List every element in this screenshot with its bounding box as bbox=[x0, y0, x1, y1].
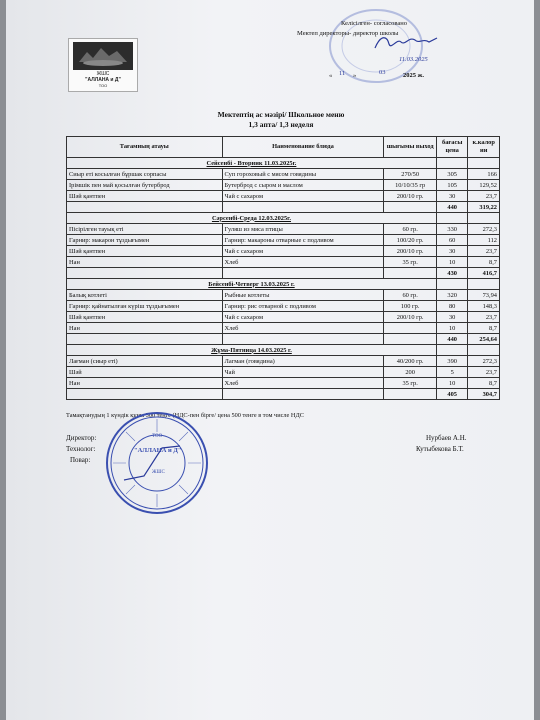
day-header-row bbox=[67, 345, 500, 356]
empty-cell bbox=[468, 213, 500, 224]
approval-date-day: 11 bbox=[339, 70, 346, 77]
dish-kcal: 166 bbox=[468, 169, 500, 180]
table-row bbox=[67, 246, 500, 257]
empty-cell bbox=[468, 279, 500, 290]
total-row bbox=[67, 334, 500, 345]
dish-name-kz: Нан bbox=[67, 257, 223, 268]
dish-output: 35 гр. bbox=[384, 257, 437, 268]
total-kcal: 319,22 bbox=[468, 202, 500, 213]
dish-output: 200/10 гр. bbox=[384, 312, 437, 323]
dish-name-ru: Чай с сахаром bbox=[222, 246, 384, 257]
total-price: 440 bbox=[436, 202, 468, 213]
dish-output: 200/10 гр. bbox=[384, 191, 437, 202]
table-row bbox=[67, 180, 500, 191]
empty-cell bbox=[67, 202, 223, 213]
dish-name-ru: Гарнир: макароны отварные с подливом bbox=[222, 235, 384, 246]
dish-name-kz: Нан bbox=[67, 323, 223, 334]
total-kcal: 416,7 bbox=[468, 268, 500, 279]
total-row bbox=[67, 268, 500, 279]
total-kcal: 254,64 bbox=[468, 334, 500, 345]
empty-cell bbox=[436, 158, 468, 169]
dish-name-ru: Гарнир: рис отварной с подливом bbox=[222, 301, 384, 312]
dish-output: 35 гр. bbox=[384, 378, 437, 389]
total-row bbox=[67, 202, 500, 213]
dish-price: 10 bbox=[436, 378, 468, 389]
dish-price: 105 bbox=[436, 180, 468, 191]
approval-date-open: « bbox=[329, 72, 333, 79]
dish-output: 200 bbox=[384, 367, 437, 378]
dish-name-kz: Шәй қантпен bbox=[67, 246, 223, 257]
empty-cell bbox=[222, 334, 384, 345]
header-price: бағасы цена bbox=[436, 137, 468, 158]
header-kz-name: Тағамның атауы bbox=[67, 137, 223, 158]
empty-cell bbox=[67, 268, 223, 279]
dish-kcal: 129,52 bbox=[468, 180, 500, 191]
dish-kcal: 8,7 bbox=[468, 378, 500, 389]
dish-price: 320 bbox=[436, 290, 468, 301]
header-ru-name: Наименование блюда bbox=[222, 137, 384, 158]
stamp-center-text: "АЛЛАНА и Д" bbox=[134, 447, 182, 454]
empty-cell bbox=[67, 334, 223, 345]
header-kcal: к.калор ии bbox=[468, 137, 500, 158]
dish-name-kz: Ірімшік пен май қосылған бутерброд bbox=[67, 180, 223, 191]
dish-output: 100/20 гр. bbox=[384, 235, 437, 246]
dish-name-kz: Гарнир: қайнатылған күріш тұздығымен bbox=[67, 301, 223, 312]
dish-name-ru: Чай с сахаром bbox=[222, 312, 384, 323]
table-row bbox=[67, 356, 500, 367]
page-title bbox=[166, 110, 396, 130]
menu-document bbox=[6, 0, 534, 720]
cook-label: Повар: bbox=[70, 456, 91, 464]
dish-output: 200/10 гр. bbox=[384, 246, 437, 257]
title-line-2: 1,3 апта/ 1,3 неделя bbox=[248, 120, 314, 129]
approval-date-year: 2025 ж. bbox=[403, 72, 424, 79]
empty-cell bbox=[384, 389, 437, 400]
total-row bbox=[67, 389, 500, 400]
table-row bbox=[67, 312, 500, 323]
dish-kcal: 148,3 bbox=[468, 301, 500, 312]
menu-table bbox=[66, 136, 500, 400]
table-row bbox=[67, 378, 500, 389]
approval-line-2: Мектеп директоры- директор школы bbox=[297, 30, 399, 37]
menu-body bbox=[67, 158, 500, 400]
title-line-1: Мектептің ас мәзірі/ Школьное меню bbox=[217, 110, 345, 119]
director-label: Директор: bbox=[66, 434, 97, 442]
dish-kcal: 272,3 bbox=[468, 356, 500, 367]
dish-name-ru: Лагман (говядина) bbox=[222, 356, 384, 367]
technologist-name: Кутыбекова Б.Т. bbox=[416, 445, 464, 453]
dish-output bbox=[384, 323, 437, 334]
dish-name-kz: Шәй bbox=[67, 367, 223, 378]
dish-price: 80 bbox=[436, 301, 468, 312]
dish-kcal: 23,7 bbox=[468, 191, 500, 202]
dish-name-kz: Пісірілген тауық еті bbox=[67, 224, 223, 235]
logo-line-3: ТОО bbox=[98, 83, 108, 88]
dish-kcal: 272,3 bbox=[468, 224, 500, 235]
day-label: Сейсенбі - Вторник 11.03.2025г. bbox=[67, 158, 437, 169]
dish-name-kz: Гарнир: макарон тұздығымен bbox=[67, 235, 223, 246]
table-row bbox=[67, 235, 500, 246]
dish-name-kz: Нан bbox=[67, 378, 223, 389]
table-row bbox=[67, 169, 500, 180]
dish-price: 30 bbox=[436, 246, 468, 257]
empty-cell bbox=[222, 202, 384, 213]
day-header-row bbox=[67, 279, 500, 290]
dish-output: 270/50 bbox=[384, 169, 437, 180]
dish-name-ru: Гуляш из мяса птицы bbox=[222, 224, 384, 235]
handwritten-date: 11.03.2025 bbox=[399, 56, 428, 63]
dish-kcal: 23,7 bbox=[468, 367, 500, 378]
dish-name-kz: Лағман (сиыр еті) bbox=[67, 356, 223, 367]
dish-name-ru: Рыбные котлеты bbox=[222, 290, 384, 301]
dish-output: 100 гр. bbox=[384, 301, 437, 312]
table-header-row bbox=[67, 137, 500, 158]
price-note: Тамақтанудың 1 күндік құны 500 теңге (НДС-пен бірге/ цена 500 тенге в том числе НДС bbox=[66, 412, 304, 419]
day-label: Жұма-Пятница 14.03.2025 г. bbox=[67, 345, 437, 356]
dish-name-kz: Балық котлеті bbox=[67, 290, 223, 301]
total-kcal: 304,7 bbox=[468, 389, 500, 400]
table-row bbox=[67, 191, 500, 202]
day-label: Бейсенбі-Четверг 13.03.2025 г. bbox=[67, 279, 437, 290]
empty-cell bbox=[384, 268, 437, 279]
empty-cell bbox=[384, 334, 437, 345]
approval-line-1: Келісілген- согласовано bbox=[341, 20, 408, 27]
dish-name-ru: Бутерброд с сыром и маслом bbox=[222, 180, 384, 191]
logo-line-2: "АЛЛАНА и Д" bbox=[85, 77, 121, 83]
dish-name-ru: Чай с сахаром bbox=[222, 191, 384, 202]
approval-date-month: 03 bbox=[379, 69, 386, 76]
dish-output: 40/200 гр. bbox=[384, 356, 437, 367]
empty-cell bbox=[468, 158, 500, 169]
day-label: Сәрсенбі-Среда 12.03.2025г. bbox=[67, 213, 437, 224]
dish-output: 60 гр. bbox=[384, 224, 437, 235]
table-row bbox=[67, 257, 500, 268]
empty-cell bbox=[468, 345, 500, 356]
total-price: 405 bbox=[436, 389, 468, 400]
dish-price: 5 bbox=[436, 367, 468, 378]
empty-cell bbox=[436, 279, 468, 290]
dish-kcal: 8,7 bbox=[468, 257, 500, 268]
dish-kcal: 8,7 bbox=[468, 323, 500, 334]
dish-price: 60 bbox=[436, 235, 468, 246]
empty-cell bbox=[222, 389, 384, 400]
dish-name-kz: Сиыр еті косылған бұршак сорпасы bbox=[67, 169, 223, 180]
director-name: Нурбаев А.Н. bbox=[426, 434, 467, 442]
total-price: 430 bbox=[436, 268, 468, 279]
dish-name-ru: Хлеб bbox=[222, 378, 384, 389]
dish-name-ru: Хлеб bbox=[222, 257, 384, 268]
stamp-top-text: ТОО bbox=[152, 434, 163, 439]
dish-name-ru: Суп гороховый с мясом говядины bbox=[222, 169, 384, 180]
company-logo bbox=[68, 38, 138, 92]
table-row bbox=[67, 301, 500, 312]
header-output: шығымы выход bbox=[384, 137, 437, 158]
director-signature bbox=[371, 32, 441, 54]
day-header-row bbox=[67, 158, 500, 169]
dish-kcal: 23,7 bbox=[468, 312, 500, 323]
table-row bbox=[67, 224, 500, 235]
dish-price: 10 bbox=[436, 323, 468, 334]
dish-name-kz: Шәй қантпен bbox=[67, 312, 223, 323]
logo-image bbox=[73, 42, 133, 70]
dish-kcal: 23,7 bbox=[468, 246, 500, 257]
company-stamp bbox=[104, 410, 210, 516]
dish-name-ru: Чай bbox=[222, 367, 384, 378]
dish-kcal: 73,94 bbox=[468, 290, 500, 301]
table-row bbox=[67, 290, 500, 301]
empty-cell bbox=[222, 268, 384, 279]
dish-price: 10 bbox=[436, 257, 468, 268]
dish-price: 305 bbox=[436, 169, 468, 180]
dish-price: 390 bbox=[436, 356, 468, 367]
technologist-label: Технолог: bbox=[66, 445, 96, 453]
stamp-bottom-text: ЖШС bbox=[152, 470, 165, 475]
dish-kcal: 112 bbox=[468, 235, 500, 246]
empty-cell bbox=[67, 389, 223, 400]
dish-output: 10/10/35 гр bbox=[384, 180, 437, 191]
logo-line-1: ЖШС bbox=[96, 71, 110, 77]
dish-price: 30 bbox=[436, 312, 468, 323]
empty-cell bbox=[384, 202, 437, 213]
total-price: 440 bbox=[436, 334, 468, 345]
dish-price: 330 bbox=[436, 224, 468, 235]
day-header-row bbox=[67, 213, 500, 224]
table-row bbox=[67, 367, 500, 378]
empty-cell bbox=[436, 345, 468, 356]
empty-cell bbox=[436, 213, 468, 224]
table-row bbox=[67, 323, 500, 334]
dish-name-ru: Хлеб bbox=[222, 323, 384, 334]
approval-date-close: » bbox=[353, 72, 357, 79]
dish-name-kz: Шәй қантпен bbox=[67, 191, 223, 202]
dish-price: 30 bbox=[436, 191, 468, 202]
dish-output: 60 гр. bbox=[384, 290, 437, 301]
